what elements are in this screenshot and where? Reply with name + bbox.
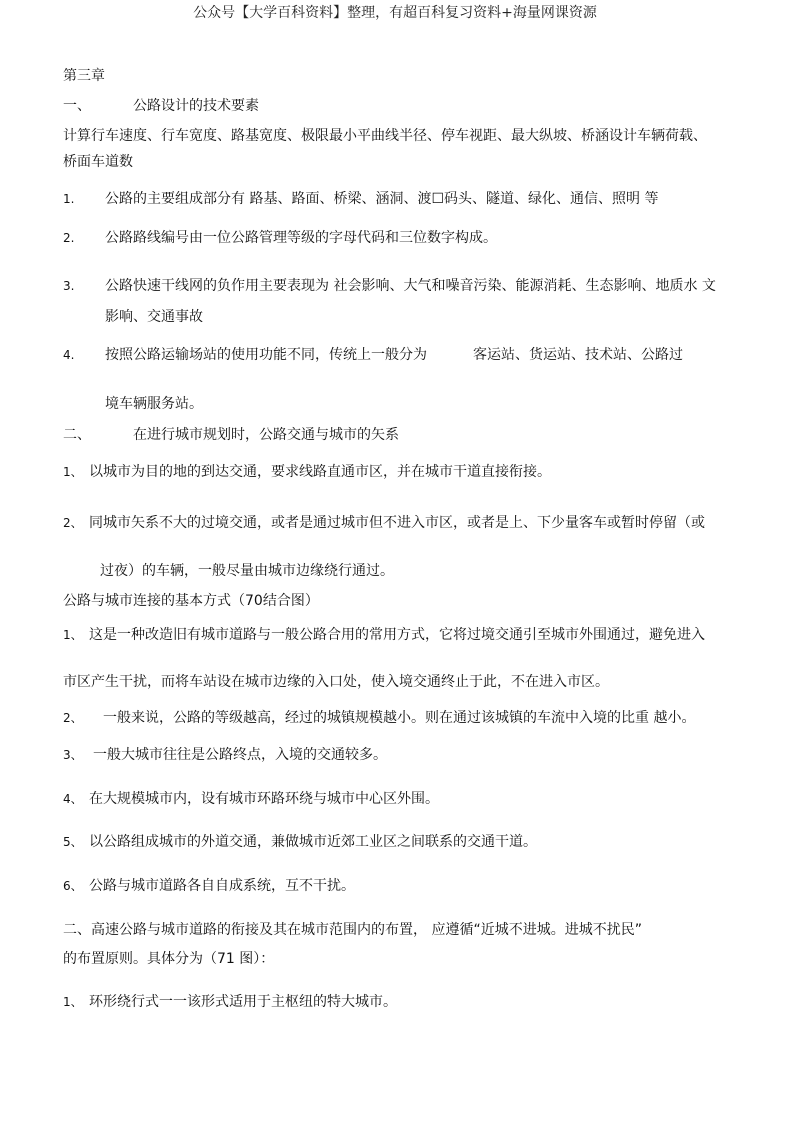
chapter-title: 第三章: [63, 68, 105, 84]
list-item: 4、 在大规模城市内，设有城市环路环绕与城市中心区外围。: [63, 791, 439, 807]
connection-title: 公路与城市连接的基本方式（70结合图）: [63, 593, 319, 609]
list-item: 2、 同城市矢系不大的过境交通，或者是通过城市但不进入市区，或者是上、下少量客车或暂时停留（或: [63, 515, 705, 531]
list-item-continuation: 影响、交通事故: [105, 309, 203, 325]
list-item: 2. 公路路线编号由一位公路管理等级的字母代码和三位数字构成。: [63, 230, 497, 246]
list-item: 5、 以公路组成城市的外道交通，兼做城市近郊工业区之间联系的交通干道。: [63, 834, 537, 850]
page-header-watermark: 公众号【大学百科资料】整理，有超百科复习资料+海量网课资源: [193, 5, 597, 21]
intro-line: 桥面车道数: [63, 154, 133, 170]
list-item: 1、 环形绕行式一一该形式适用于主枢纽的特大城市。: [63, 994, 397, 1010]
list-item: 3、 一般大城市往往是公路终点，入境的交通较多。: [63, 747, 387, 763]
list-item: 3. 公路快速干线网的负作用主要表现为 社会影响、大气和噪音污染、能源消耗、生态影响、地质水 文: [63, 278, 716, 294]
expressway-heading: 二、高速公路与城市道路的衔接及其在城市范围内的布置， 应遵循“近城不进城。进城不扰民”: [63, 922, 642, 938]
list-item: 1. 公路的主要组成部分有 路基、路面、桥梁、涵洞、渡☐码头、隧道、绿化、通信、照明 等: [63, 191, 659, 207]
intro-line: 计算行车速度、行车宽度、路基宽度、极限最小平曲线半径、停车视距、最大纵坡、桥涵设计车辆荷载、: [63, 128, 707, 144]
list-item: 2、 一般来说，公路的等级越高，经过的城镇规模越小。则在通过该城镇的车流中入境的比重 越小。: [63, 710, 696, 726]
list-item: 4. 按照公路运输场站的使用功能不同，传统上一般分为 客运站、货运站、技术站、公路过: [63, 347, 683, 363]
list-item: 1、 以城市为目的地的到达交通，要求线路直通市区，并在城市干道直接衔接。: [63, 464, 551, 480]
list-item-continuation: 过夜）的车辆，一般尽量由城市边缘绕行通过。: [100, 563, 394, 579]
list-item-continuation: 境车辆服务站。: [105, 396, 203, 412]
list-item: 1、 这是一种改造旧有城市道路与一般公路合用的常用方式，它将过境交通引至城市外围通过，避免进入: [63, 627, 705, 643]
list-item: 6、 公路与城市道路各自自成系统，互不干扰。: [63, 878, 355, 894]
section-title: 公路设计的技术要素: [133, 98, 259, 114]
list-item-continuation: 市区产生干扰，而将车站设在城市边缘的入口处，使入境交通终止于此，不在进入市区。: [63, 674, 609, 690]
section-2-heading: 二、 在进行城市规划时，公路交通与城市的矢系: [63, 427, 399, 443]
section-marker: 一、: [63, 98, 91, 114]
section-1-heading: [63, 96, 259, 116]
expressway-heading-cont: 的布置原则。具体分为（71 图）：: [63, 951, 275, 967]
